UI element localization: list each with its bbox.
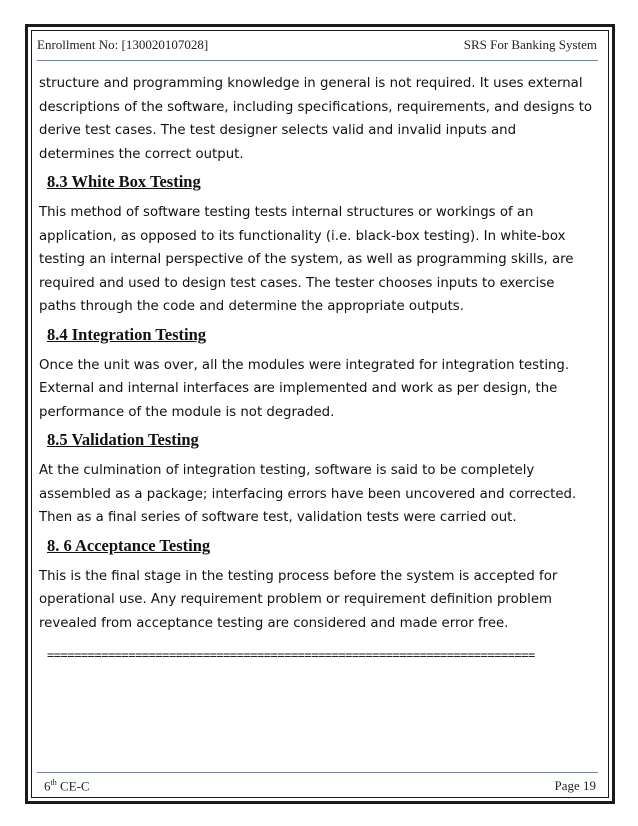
section-white-box bbox=[39, 170, 595, 319]
section-body: At the culmination of integration testing, software is said to be completely assembled as a package; interfacing errors have been uncovered and corrected. Then as a final series of software test, validation tests were carried out. bbox=[39, 463, 577, 525]
header-rule bbox=[37, 60, 598, 61]
intro-paragraph: structure and programming knowledge in general is not required. It uses external descriptions of the software, including specifications, requirements, and designs to derive test cases. The test designer selects valid and invalid inputs and determines the correct output. bbox=[39, 76, 593, 162]
page-footer bbox=[44, 778, 596, 794]
page-number: Page 19 bbox=[554, 778, 596, 793]
semester-suffix: th bbox=[50, 778, 57, 787]
section-body: This is the final stage in the testing process before the system is accepted for operational use. Any requirement problem or requirement definition problem revealed from acceptance testing are considered and made error free. bbox=[39, 568, 558, 631]
document-title: SRS For Banking System bbox=[463, 37, 597, 52]
class-name: CE-C bbox=[59, 778, 90, 794]
semester-number: 6 bbox=[44, 778, 51, 794]
equals-divider: ======================================================================== bbox=[47, 648, 535, 662]
section-validation bbox=[39, 428, 595, 530]
section-body: This method of software testing tests internal structures or workings of an application, as opposed to its functionality (i.e. black-box testing). In white-box testing an internal perspective of the system, as well as programming skills, are required and used to design test cases. The tester chooses inputs to exercise paths through the code and determine the appropriate outputs. bbox=[39, 205, 574, 314]
footer-rule bbox=[37, 772, 598, 773]
section-heading: 8.3 White Box Testing bbox=[47, 172, 201, 191]
section-integration bbox=[39, 323, 595, 425]
class-info bbox=[44, 778, 90, 794]
page-content bbox=[39, 72, 595, 662]
enrollment-number: Enrollment No: [130020107028] bbox=[37, 37, 209, 52]
section-body: Once the unit was over, all the modules were integrated for integration testing. External and internal interfaces are implemented and work as per design, the performance of the module is not degraded. bbox=[39, 357, 570, 420]
section-heading: 8.4 Integration Testing bbox=[47, 324, 207, 344]
section-heading: 8. 6 Acceptance Testing bbox=[47, 535, 211, 555]
section-acceptance bbox=[39, 534, 595, 636]
page-header bbox=[37, 37, 597, 53]
section-heading: 8.5 Validation Testing bbox=[47, 430, 199, 449]
